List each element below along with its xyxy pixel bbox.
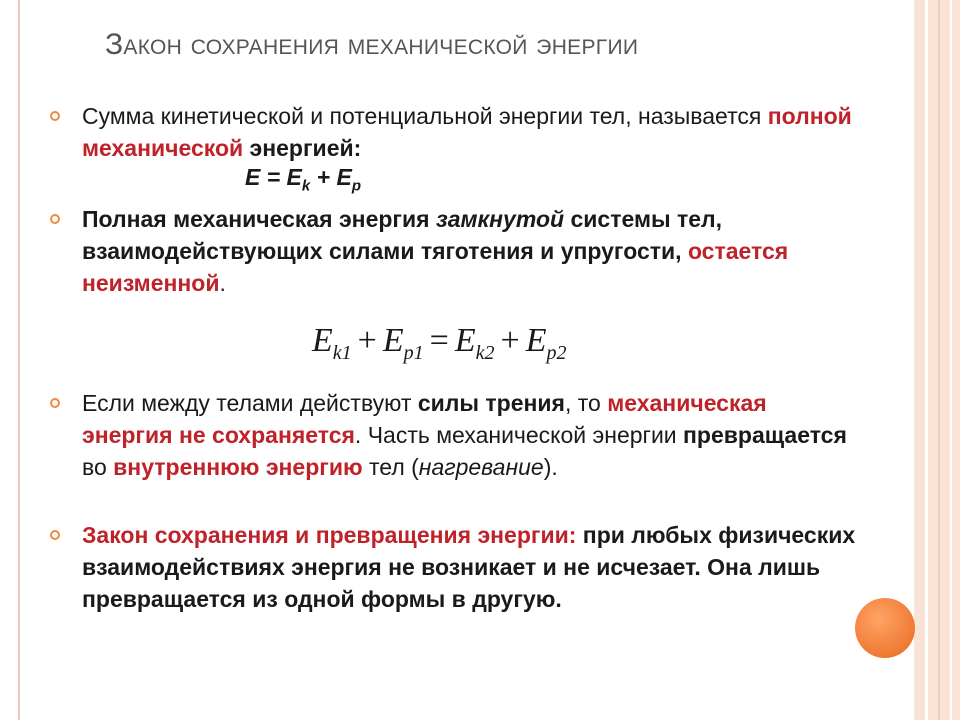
formula-e: E	[382, 322, 404, 359]
right-stripe	[925, 0, 928, 720]
p3-bold: превращается	[683, 422, 847, 448]
p3-highlight: внутреннюю энергию	[113, 454, 363, 480]
energy-formula	[245, 164, 361, 195]
p4-highlight: Закон сохранения и превращения энергии:	[82, 522, 577, 548]
p1-text: Сумма кинетической и потенциальной энергии тел, называется	[82, 103, 768, 129]
formula-sub: p2	[546, 341, 567, 364]
paragraph-1	[82, 100, 862, 164]
paragraph-2	[82, 203, 862, 299]
formula-part: E = E	[245, 164, 302, 190]
p3-text: . Часть механической энергии	[354, 422, 684, 448]
p2-text: Полная механическая энергия	[82, 206, 436, 232]
slide-title: Закон сохранения механической энергии	[105, 28, 639, 61]
p3-highlight: механическая энергия не сохраняется	[82, 390, 767, 448]
p3-text: ).	[543, 454, 558, 480]
right-decor-band	[914, 0, 960, 720]
formula-sub: k	[301, 177, 311, 195]
p2-text: системы тел, взаимодействующих силами тяготения и упругости,	[82, 206, 723, 264]
p2-italic: замкнутой	[435, 206, 565, 232]
paragraph-3	[82, 387, 862, 483]
formula-e: E	[312, 322, 333, 359]
left-accent-line	[18, 0, 20, 720]
formula-part: + E	[310, 164, 352, 190]
orange-circle-decoration	[855, 598, 915, 658]
formula-eq: =	[429, 322, 449, 359]
formula-sub: p	[351, 177, 361, 195]
right-stripe	[938, 0, 940, 720]
p3-italic: нагревание	[418, 454, 544, 480]
p2-end: .	[219, 270, 226, 296]
p3-text: Если между телами действуют	[82, 390, 418, 416]
paragraph-4	[82, 519, 862, 615]
circle-bullet-icon	[50, 111, 60, 121]
circle-bullet-icon	[50, 530, 60, 540]
p4-text: при любых физических взаимодействиях энергия не возникает и не исчезает. Она лишь превращается из одной формы в другую.	[82, 522, 856, 612]
p2-highlight: остается неизменной	[82, 238, 789, 296]
formula-plus: +	[500, 322, 520, 359]
formula-e: E	[525, 322, 547, 359]
formula-sub: p1	[403, 341, 424, 364]
formula-sub: k1	[332, 341, 352, 364]
right-stripe	[950, 0, 952, 720]
p3-bold: силы трения	[417, 390, 565, 416]
conservation-formula	[312, 322, 566, 365]
p3-text: тел (	[362, 454, 419, 480]
formula-e: E	[454, 322, 476, 359]
formula-plus: +	[357, 322, 377, 359]
circle-bullet-icon	[50, 214, 60, 224]
circle-bullet-icon	[50, 398, 60, 408]
p3-text: во	[82, 454, 114, 480]
p1-highlight: полной механической	[82, 103, 852, 161]
formula-sub: k2	[475, 341, 495, 364]
p3-text: , то	[564, 390, 608, 416]
p1-text-end: энергией:	[243, 135, 362, 161]
